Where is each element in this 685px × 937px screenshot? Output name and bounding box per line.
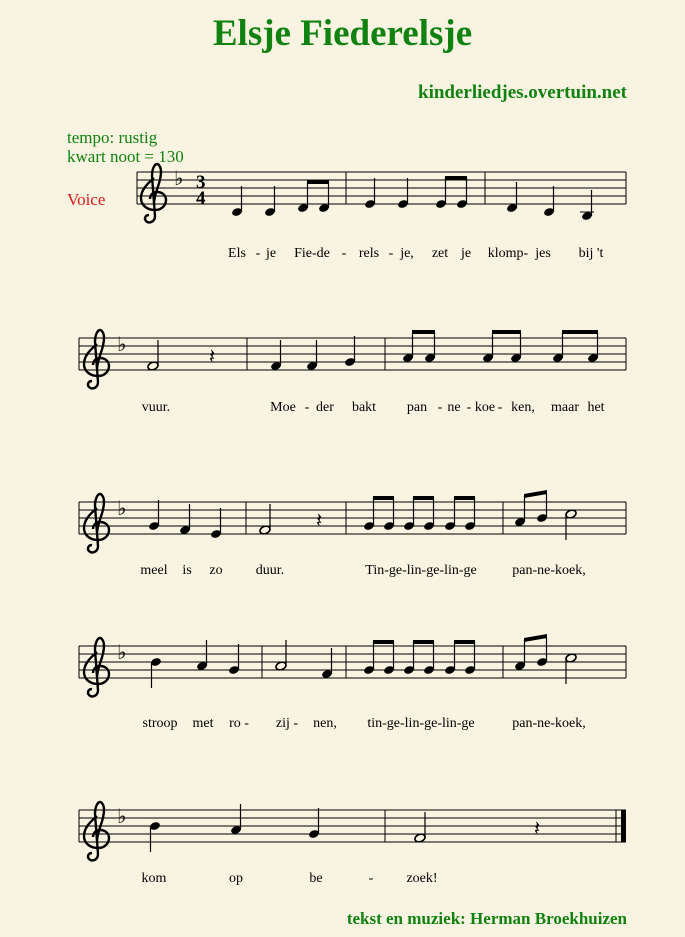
svg-text:zoek!: zoek! [406,871,438,886]
lyric: - [341,246,347,261]
svg-text:pan: pan [406,400,428,415]
svg-text:-: - [304,400,310,415]
measure-15 [149,804,320,852]
svg-text:zij -: zij - [275,716,299,731]
flat-icon: ♭ [117,332,127,356]
song-title: Elsje Fiederelsje [212,13,473,54]
quarter-rest-icon: 𝄽 [316,508,323,532]
staff-system-2 [79,330,626,415]
svg-text:-: - [437,400,443,415]
svg-text:zo: zo [209,563,223,578]
staff-lines [137,172,626,204]
beam [445,176,467,180]
treble-clef-icon [84,330,109,388]
measure-10 [514,490,577,540]
svg-text:Moe: Moe [270,400,296,415]
tempo-line-1: tempo: rustig [67,128,158,147]
time-signature-top: 3 [196,172,206,193]
svg-text:-: - [466,400,472,415]
website-link[interactable]: kinderliedjes.overtuin.net [418,82,627,103]
svg-text:maar: maar [551,400,579,415]
time-signature-bottom: 4 [196,188,206,209]
quarter-rest-icon: 𝄽 [534,816,541,840]
lyric: Els [228,246,246,261]
svg-text:be: be [309,871,323,886]
flat-icon: ♭ [117,496,127,520]
svg-text:kom: kom [141,871,167,886]
lyric: jes [535,246,551,261]
staff-system-5 [79,802,626,886]
lyrics-line-4 [143,716,586,731]
lyrics-line-3 [140,563,585,578]
lyric: je [460,246,472,261]
flat-icon: ♭ [117,804,127,828]
beam [307,180,329,184]
measure-7 [148,500,222,539]
flat-icon: ♭ [174,166,184,190]
lyrics-line-2 [142,400,605,415]
svg-text:is: is [182,563,192,578]
treble-clef-icon [141,164,166,222]
treble-clef-icon [84,638,109,696]
svg-text:ne: ne [447,400,461,415]
measure-1 [231,180,330,217]
staff-system-3 [79,490,626,578]
lyric: bij 't [578,246,604,261]
svg-text:het: het [587,400,605,415]
svg-text:op: op [229,871,243,886]
svg-text:ken,: ken, [511,400,535,415]
svg-text:ro -: ro - [229,716,249,731]
staff-system-4 [79,634,626,731]
measure-4 [147,340,215,371]
lyric: rels [358,246,380,261]
lyric: zet [431,246,449,261]
svg-text:Tin-ge-lin-ge-lin-ge: Tin-ge-lin-ge-lin-ge [365,563,477,578]
svg-text:vuur.: vuur. [141,400,171,415]
svg-text:nen,: nen, [313,716,337,731]
svg-text:-: - [497,400,503,415]
lyric: je [265,246,277,261]
svg-text:-: - [368,871,374,886]
measure-11 [150,640,240,688]
svg-text:bakt: bakt [351,400,377,415]
measure-8 [259,504,322,535]
treble-clef-icon [84,494,109,552]
lyrics-line-5 [142,871,438,886]
measure-16 [414,812,540,843]
svg-text:pan-ne-koek,: pan-ne-koek, [512,563,586,578]
treble-clef-icon [84,802,109,860]
svg-text:tin-ge-lin-ge-lin-ge: tin-ge-lin-ge-lin-ge [367,716,475,731]
credits-text: tekst en muziek: Herman Broekhuizen [346,909,627,928]
svg-text:stroop: stroop [142,716,178,731]
measure-14 [514,634,577,684]
staff-system-1 [137,164,626,261]
lyric: klomp- [487,246,529,261]
quarter-rest-icon: 𝄽 [209,344,216,368]
lyric: Fie-de [294,246,330,261]
svg-text:duur.: duur. [255,563,285,578]
lyrics-line-1 [228,246,603,261]
instrument-label: Voice [67,190,106,209]
lyric: - [388,246,394,261]
tempo-line-2: kwart noot = 130 [67,147,184,166]
svg-text:meel: meel [140,563,168,578]
svg-text:met: met [192,716,214,731]
measure-6 [402,330,599,363]
svg-text:der: der [316,400,334,415]
flat-icon: ♭ [117,640,127,664]
final-barline [621,810,626,842]
svg-text:pan-ne-koek,: pan-ne-koek, [512,716,586,731]
lyric: je, [400,246,414,261]
svg-text:koe: koe [474,400,496,415]
lyric: - [255,246,261,261]
